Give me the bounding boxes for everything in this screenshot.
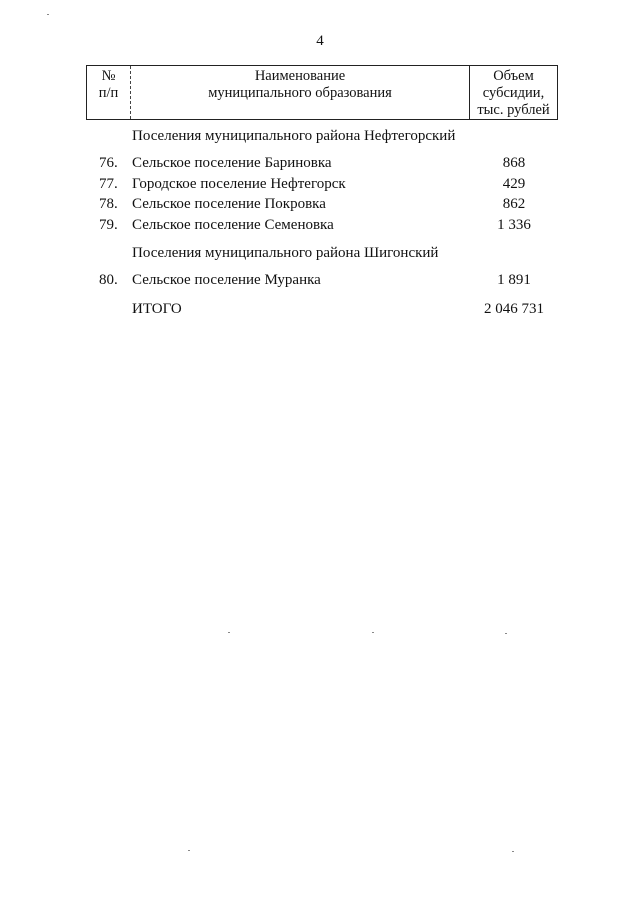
row-name: Сельское поселение Бариновка <box>132 155 332 171</box>
row-number: 78. <box>99 196 118 212</box>
header-name-column <box>131 66 470 119</box>
row-number: 76. <box>99 155 118 171</box>
row-number: 77. <box>99 176 118 192</box>
row-amount: 862 <box>502 196 526 212</box>
row-amount: 868 <box>502 155 526 171</box>
scan-speck <box>512 851 514 852</box>
header-number-line-2: п/п <box>98 85 119 101</box>
scan-speck <box>228 632 230 633</box>
total-row <box>0 301 640 321</box>
row-amount: 1 336 <box>497 217 531 233</box>
row-amount: 1 891 <box>497 272 531 288</box>
table-row <box>0 196 640 216</box>
row-name: Городское поселение Нефтегорск <box>132 176 346 192</box>
row-name: Сельское поселение Покровка <box>132 196 326 212</box>
header-amount-column <box>470 66 557 119</box>
header-number-line-1: № <box>101 68 116 84</box>
row-name: Сельское поселение Семеновка <box>132 217 334 233</box>
scan-speck <box>47 14 49 15</box>
header-amount-line-1: Объем <box>493 68 534 84</box>
scan-speck <box>188 850 190 851</box>
row-number: 79. <box>99 217 118 233</box>
page-number: 4 <box>316 33 324 49</box>
header-name-line-2: муниципального образования <box>208 85 392 101</box>
header-name-line-1: Наименование <box>254 68 346 84</box>
header-amount-line-2: субсидии, <box>482 85 545 101</box>
scan-speck <box>505 633 507 634</box>
section-title-shigonsky: Поселения муниципального района Шигонский <box>132 245 439 261</box>
total-label: ИТОГО <box>132 301 182 317</box>
table-row <box>0 155 640 175</box>
table-header <box>86 65 558 120</box>
scan-speck <box>372 632 374 633</box>
table-row <box>0 272 640 292</box>
table-row <box>0 176 640 196</box>
row-number: 80. <box>99 272 118 288</box>
table-row <box>0 217 640 237</box>
row-amount: 429 <box>502 176 526 192</box>
header-amount-line-3: тыс. рублей <box>477 102 550 118</box>
header-number-column <box>87 66 131 119</box>
total-amount: 2 046 731 <box>484 301 544 317</box>
row-name: Сельское поселение Муранка <box>132 272 321 288</box>
section-title-neftegorsky: Поселения муниципального района Нефтегорский <box>132 128 456 144</box>
